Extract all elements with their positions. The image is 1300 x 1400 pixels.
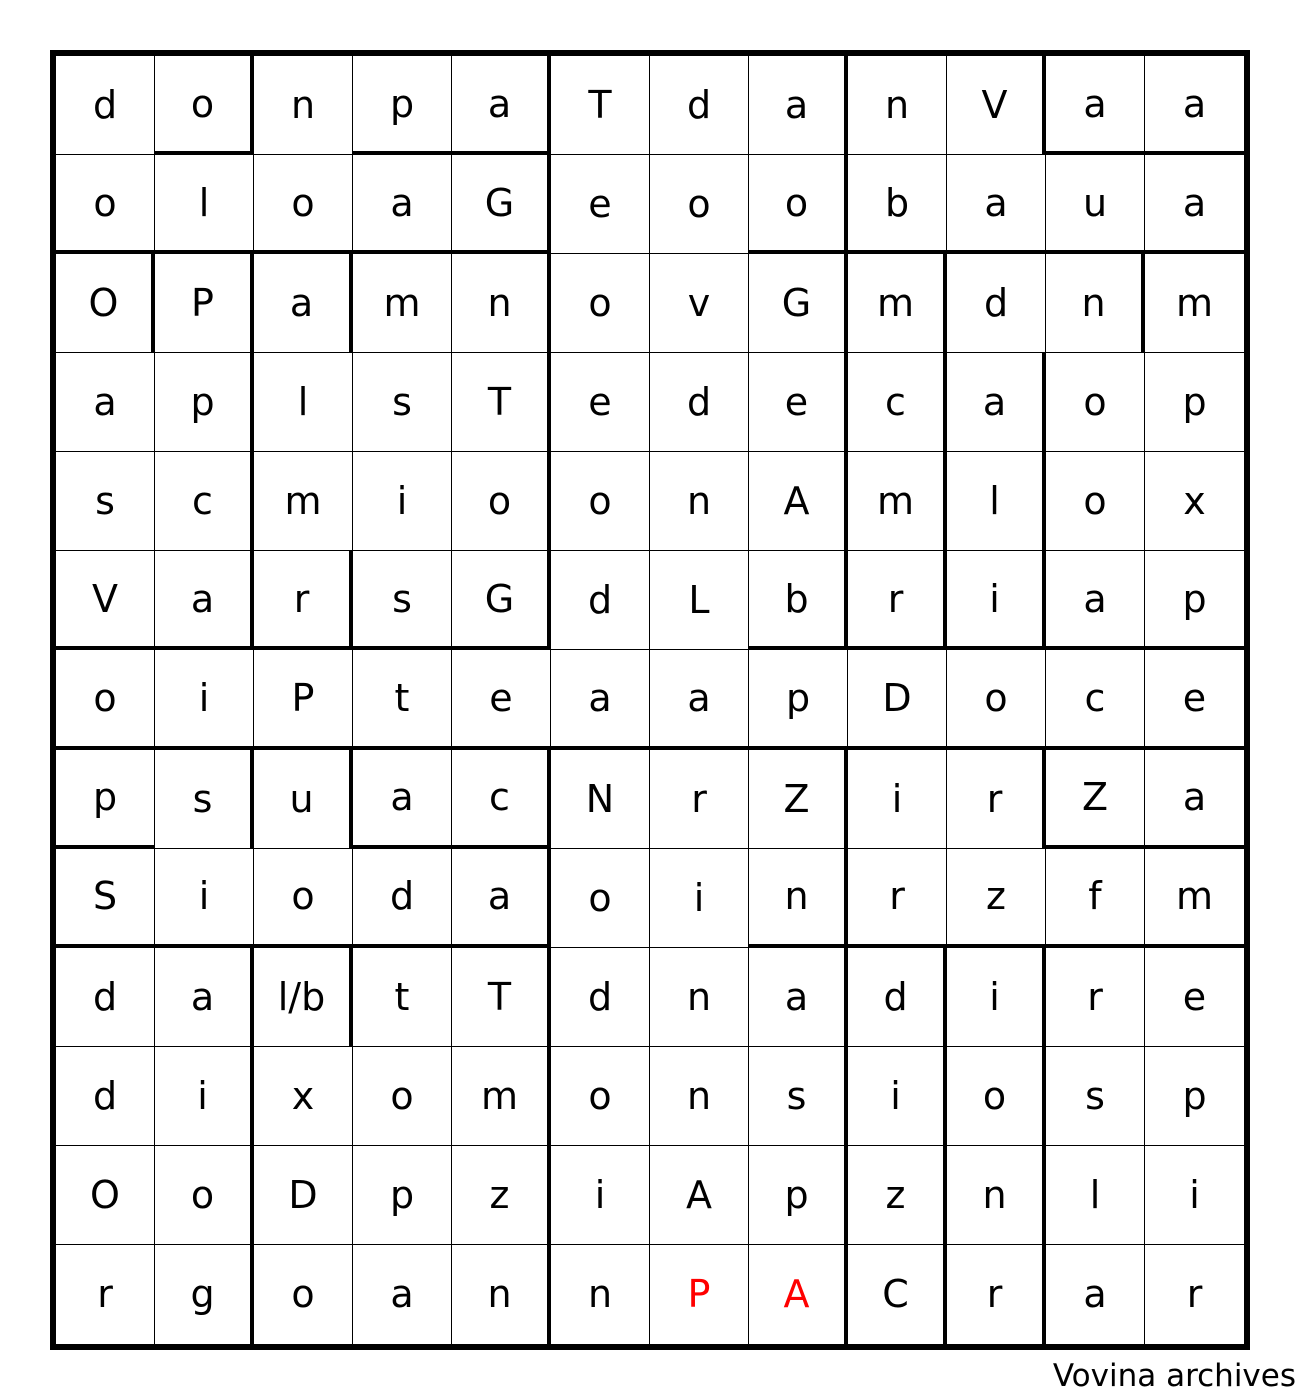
grid-cell[interactable]: i: [848, 1047, 947, 1146]
grid-cell[interactable]: A: [749, 452, 848, 551]
letter-grid: [56, 56, 1244, 1344]
grid-cell[interactable]: n: [1046, 254, 1145, 353]
grid-cell[interactable]: o: [551, 1047, 650, 1146]
grid-cell[interactable]: c: [848, 353, 947, 452]
grid-cell[interactable]: T: [452, 353, 551, 452]
grid-cell[interactable]: t: [353, 650, 452, 749]
grid-cell[interactable]: p: [353, 1146, 452, 1245]
grid-cell[interactable]: a: [749, 948, 848, 1047]
grid-cell[interactable]: m: [848, 254, 947, 353]
grid-cell[interactable]: T: [452, 948, 551, 1047]
grid-cell[interactable]: v: [650, 254, 749, 353]
grid-cell[interactable]: G: [452, 155, 551, 254]
grid-cell[interactable]: s: [749, 1047, 848, 1146]
grid-cell[interactable]: s: [56, 452, 155, 551]
grid-cell[interactable]: d: [650, 56, 749, 155]
grid-cell[interactable]: d: [650, 353, 749, 452]
grid-cell[interactable]: Z: [749, 750, 848, 849]
grid-cell[interactable]: e: [1145, 650, 1244, 749]
grid-cell[interactable]: l/b: [254, 948, 353, 1047]
grid-cell[interactable]: r: [650, 750, 749, 849]
grid-cell[interactable]: s: [155, 750, 254, 849]
grid-cell[interactable]: r: [848, 849, 947, 948]
grid-cell[interactable]: i: [155, 849, 254, 948]
grid-cell[interactable]: O: [56, 254, 155, 353]
grid-cell[interactable]: b: [749, 551, 848, 650]
grid-cell[interactable]: d: [56, 56, 155, 155]
grid-cell[interactable]: p: [1145, 353, 1244, 452]
grid-cell[interactable]: u: [1046, 155, 1145, 254]
grid-cell[interactable]: L: [650, 551, 749, 650]
grid-cell[interactable]: o: [155, 1146, 254, 1245]
grid-cell[interactable]: c: [1046, 650, 1145, 749]
grid-cell[interactable]: a: [1046, 1245, 1145, 1344]
grid-cell[interactable]: o: [1046, 353, 1145, 452]
grid-cell[interactable]: o: [254, 1245, 353, 1344]
grid-cell[interactable]: P: [650, 1245, 749, 1344]
grid-cell[interactable]: n: [650, 948, 749, 1047]
grid-cell[interactable]: c: [155, 452, 254, 551]
grid-cell[interactable]: n: [947, 1146, 1046, 1245]
footer-credit: Vovina archives: [1052, 1358, 1296, 1394]
grid-cell[interactable]: o: [353, 1047, 452, 1146]
grid-cell[interactable]: O: [56, 1146, 155, 1245]
grid-cell[interactable]: D: [848, 650, 947, 749]
grid-cell[interactable]: d: [848, 948, 947, 1047]
grid-cell[interactable]: o: [551, 254, 650, 353]
grid-cell[interactable]: o: [155, 56, 254, 155]
grid-cell[interactable]: P: [254, 650, 353, 749]
grid-cell[interactable]: s: [1046, 1047, 1145, 1146]
grid-cell[interactable]: a: [1145, 155, 1244, 254]
grid-cell[interactable]: o: [650, 155, 749, 254]
grid-cell[interactable]: i: [848, 750, 947, 849]
grid-cell[interactable]: z: [947, 849, 1046, 948]
grid-cell[interactable]: x: [254, 1047, 353, 1146]
grid-cell[interactable]: n: [254, 56, 353, 155]
grid-cell[interactable]: p: [1145, 1047, 1244, 1146]
grid-cell[interactable]: o: [56, 155, 155, 254]
grid-cell[interactable]: m: [1145, 254, 1244, 353]
grid-cell[interactable]: a: [56, 353, 155, 452]
grid-cell[interactable]: V: [56, 551, 155, 650]
grid-cell[interactable]: e: [551, 353, 650, 452]
grid-cell[interactable]: G: [452, 551, 551, 650]
grid-cell[interactable]: Z: [1046, 750, 1145, 849]
grid-cell[interactable]: A: [749, 1245, 848, 1344]
grid-cell[interactable]: n: [452, 254, 551, 353]
grid-cell[interactable]: o: [947, 650, 1046, 749]
grid-cell[interactable]: u: [254, 750, 353, 849]
grid-cell[interactable]: m: [848, 452, 947, 551]
grid-cell[interactable]: o: [452, 452, 551, 551]
grid-cell[interactable]: e: [551, 155, 650, 254]
grid-cell[interactable]: p: [56, 750, 155, 849]
grid-cell[interactable]: o: [551, 849, 650, 948]
grid-cell[interactable]: d: [551, 551, 650, 650]
grid-cell[interactable]: x: [1145, 452, 1244, 551]
grid-cell[interactable]: d: [56, 948, 155, 1047]
grid-cell[interactable]: n: [650, 452, 749, 551]
grid-cell[interactable]: G: [749, 254, 848, 353]
grid-cell[interactable]: p: [353, 56, 452, 155]
grid-cell[interactable]: p: [155, 353, 254, 452]
grid-cell[interactable]: o: [56, 650, 155, 749]
grid-cell[interactable]: r: [947, 1245, 1046, 1344]
grid-cell[interactable]: a: [353, 1245, 452, 1344]
grid-cell[interactable]: a: [947, 353, 1046, 452]
grid-cell[interactable]: D: [254, 1146, 353, 1245]
grid-cell[interactable]: r: [1046, 948, 1145, 1047]
grid-cell[interactable]: C: [848, 1245, 947, 1344]
grid-cell[interactable]: l: [254, 353, 353, 452]
grid-cell[interactable]: o: [1046, 452, 1145, 551]
grid-cell[interactable]: z: [848, 1146, 947, 1245]
grid-cell[interactable]: p: [1145, 551, 1244, 650]
grid-cell[interactable]: l: [947, 452, 1046, 551]
grid-cell[interactable]: f: [1046, 849, 1145, 948]
grid-cell[interactable]: r: [1186, 1272, 1203, 1317]
grid-cell[interactable]: a: [452, 849, 551, 948]
grid-cell[interactable]: d: [56, 1047, 155, 1146]
grid-cell[interactable]: m: [254, 452, 353, 551]
grid-cell[interactable]: s: [353, 551, 452, 650]
grid-cell[interactable]: e: [749, 353, 848, 452]
grid-cell[interactable]: a: [452, 56, 551, 155]
grid-cell[interactable]: d: [353, 849, 452, 948]
grid-cell[interactable]: a: [1046, 551, 1145, 650]
grid-cell[interactable]: o: [551, 452, 650, 551]
grid-cell[interactable]: A: [650, 1146, 749, 1245]
grid-cell[interactable]: p: [749, 650, 848, 749]
grid-cell[interactable]: d: [947, 254, 1046, 353]
grid-cell[interactable]: r: [254, 551, 353, 650]
grid-cell[interactable]: a: [551, 650, 650, 749]
grid-cell[interactable]: a: [947, 155, 1046, 254]
grid-cell[interactable]: a: [1145, 56, 1244, 155]
grid-cell[interactable]: o: [254, 849, 353, 948]
grid-cell[interactable]: d: [551, 948, 650, 1047]
grid-cell[interactable]: V: [947, 56, 1046, 155]
grid-cell[interactable]: r: [56, 1245, 155, 1344]
grid-cell[interactable]: m: [452, 1047, 551, 1146]
grid-cell[interactable]: a: [650, 650, 749, 749]
grid-cell[interactable]: r: [848, 551, 947, 650]
crossword-board: [50, 50, 1250, 1350]
grid-cell[interactable]: g: [155, 1245, 254, 1344]
grid-cell[interactable]: i: [947, 551, 1046, 650]
grid-cell[interactable]: a: [1145, 750, 1244, 849]
grid-cell[interactable]: T: [551, 56, 650, 155]
grid-cell[interactable]: b: [848, 155, 947, 254]
grid-cell[interactable]: a: [749, 56, 848, 155]
grid-cell[interactable]: m: [353, 254, 452, 353]
grid-cell[interactable]: a: [155, 551, 254, 650]
grid-cell[interactable]: a: [1046, 56, 1145, 155]
grid-cell[interactable]: P: [155, 254, 254, 353]
grid-cell[interactable]: s: [353, 353, 452, 452]
grid-cell[interactable]: c: [452, 750, 551, 849]
grid-cell[interactable]: n: [749, 849, 848, 948]
grid-cell[interactable]: N: [551, 750, 650, 849]
grid-cell[interactable]: n: [452, 1245, 551, 1344]
grid-cell[interactable]: n: [650, 1047, 749, 1146]
grid-cell[interactable]: l: [1046, 1146, 1145, 1245]
grid-cell[interactable]: n: [848, 56, 947, 155]
grid-cell[interactable]: i: [155, 650, 254, 749]
grid-cell[interactable]: i: [155, 1047, 254, 1146]
grid-cell[interactable]: r: [947, 750, 1046, 849]
grid-cell[interactable]: a: [353, 750, 452, 849]
grid-cell[interactable]: o: [947, 1047, 1046, 1146]
grid-cell[interactable]: a: [353, 155, 452, 254]
grid-cell[interactable]: i: [947, 948, 1046, 1047]
grid-cell[interactable]: z: [452, 1146, 551, 1245]
grid-cell[interactable]: i: [551, 1146, 650, 1245]
grid-cell[interactable]: n: [551, 1245, 650, 1344]
grid-cell[interactable]: m: [1145, 849, 1244, 948]
grid-cell[interactable]: S: [56, 849, 155, 948]
grid-cell[interactable]: a: [254, 254, 353, 353]
grid-cell[interactable]: o: [749, 155, 848, 254]
grid-cell[interactable]: t: [353, 948, 452, 1047]
grid-cell[interactable]: i: [353, 452, 452, 551]
grid-cell[interactable]: i: [650, 849, 749, 948]
grid-cell[interactable]: e: [1145, 948, 1244, 1047]
grid-cell[interactable]: a: [155, 948, 254, 1047]
grid-cell[interactable]: o: [254, 155, 353, 254]
grid-cell[interactable]: p: [749, 1146, 848, 1245]
grid-cell[interactable]: e: [452, 650, 551, 749]
grid-cell[interactable]: l: [155, 155, 254, 254]
grid-cell[interactable]: i: [1145, 1146, 1244, 1245]
